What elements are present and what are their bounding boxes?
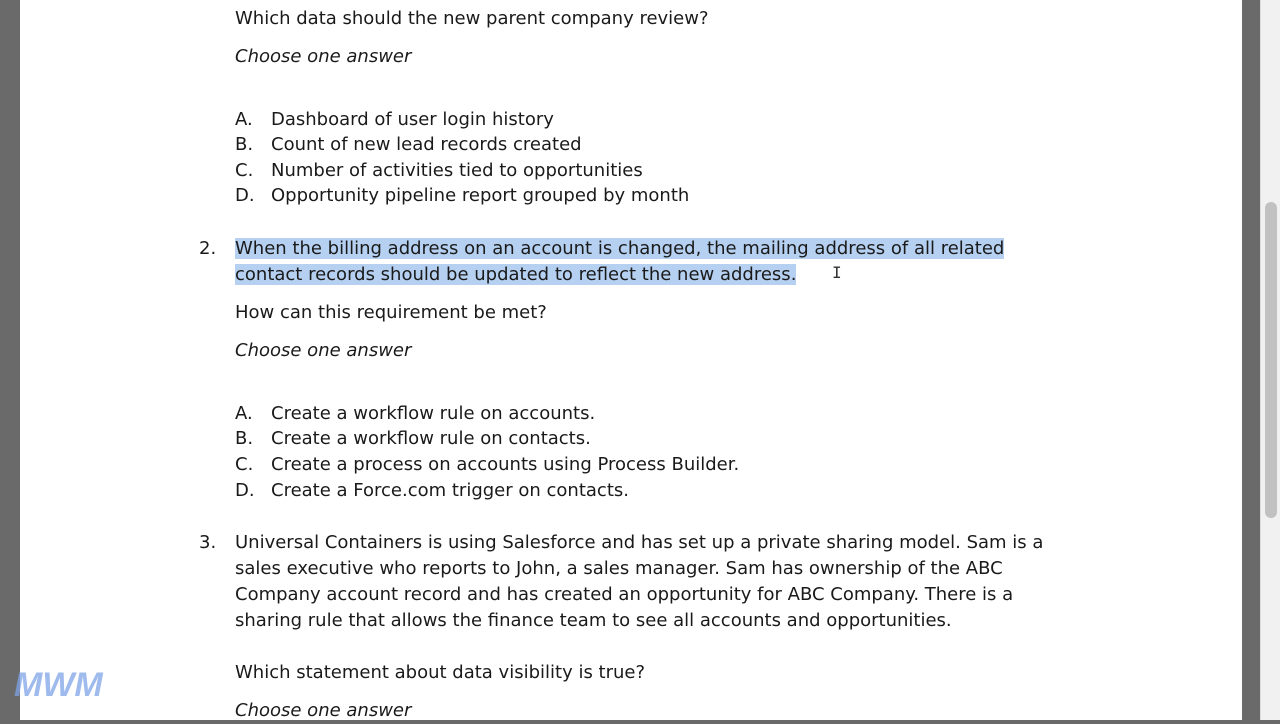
- selected-text-1[interactable]: When the billing address on an account is changed, the mailing address of all related: [235, 238, 1005, 259]
- q3-body-line-4: sharing rule that allows the finance team to see all accounts and opportunities.: [235, 610, 952, 631]
- q1-option-a[interactable]: Dashboard of user login history: [271, 109, 554, 130]
- q1-option-c[interactable]: Number of activities tied to opportunities: [271, 160, 643, 181]
- q3-body-line-3: Company account record and has created an opportunity for ABC Company. There is a: [235, 584, 1014, 605]
- selected-text-2[interactable]: contact records should be updated to reflect the new address.: [235, 264, 797, 285]
- q2-statement-line-1[interactable]: [235, 236, 1004, 262]
- q2-choose-label: Choose one answer: [235, 340, 412, 361]
- q3-body-line-1: Universal Containers is using Salesforce and has set up a private sharing model. Sam is a: [235, 532, 1044, 553]
- q2-option-d-letter: D.: [235, 480, 255, 501]
- q3-prompt: Which statement about data visibility is true?: [235, 662, 646, 683]
- q2-prompt: How can this requirement be met?: [235, 302, 547, 323]
- q2-option-a[interactable]: Create a workflow rule on accounts.: [271, 403, 596, 424]
- q1-option-d[interactable]: Opportunity pipeline report grouped by month: [271, 185, 690, 206]
- q3-number: 3.: [199, 532, 217, 553]
- q1-prompt: Which data should the new parent company review?: [235, 8, 709, 29]
- q3-choose-label: Choose one answer: [235, 700, 412, 721]
- q1-option-b[interactable]: Count of new lead records created: [271, 134, 582, 155]
- text-cursor-icon: I: [832, 263, 842, 282]
- q2-option-b-letter: B.: [235, 428, 254, 449]
- q1-option-d-letter: D.: [235, 185, 255, 206]
- q2-option-a-letter: A.: [235, 403, 253, 424]
- q1-choose-label: Choose one answer: [235, 46, 412, 67]
- q2-option-c[interactable]: Create a process on accounts using Process Builder.: [271, 454, 740, 475]
- q3-body-line-2: sales executive who reports to John, a sales manager. Sam has ownership of the ABC: [235, 558, 1003, 579]
- q1-option-a-letter: A.: [235, 109, 253, 130]
- document-page: [20, 0, 1242, 720]
- q2-number: 2.: [199, 238, 217, 259]
- watermark-text: MWM: [14, 668, 103, 700]
- scrollbar-thumb[interactable]: [1265, 202, 1277, 518]
- q1-option-b-letter: B.: [235, 134, 254, 155]
- q2-statement-line-2[interactable]: [235, 262, 796, 288]
- q2-option-d[interactable]: Create a Force.com trigger on contacts.: [271, 480, 629, 501]
- q2-option-c-letter: C.: [235, 454, 254, 475]
- vertical-scrollbar[interactable]: [1260, 0, 1280, 720]
- mwm-logo: [12, 668, 126, 700]
- q2-option-b[interactable]: Create a workflow rule on contacts.: [271, 428, 591, 449]
- q1-option-c-letter: C.: [235, 160, 254, 181]
